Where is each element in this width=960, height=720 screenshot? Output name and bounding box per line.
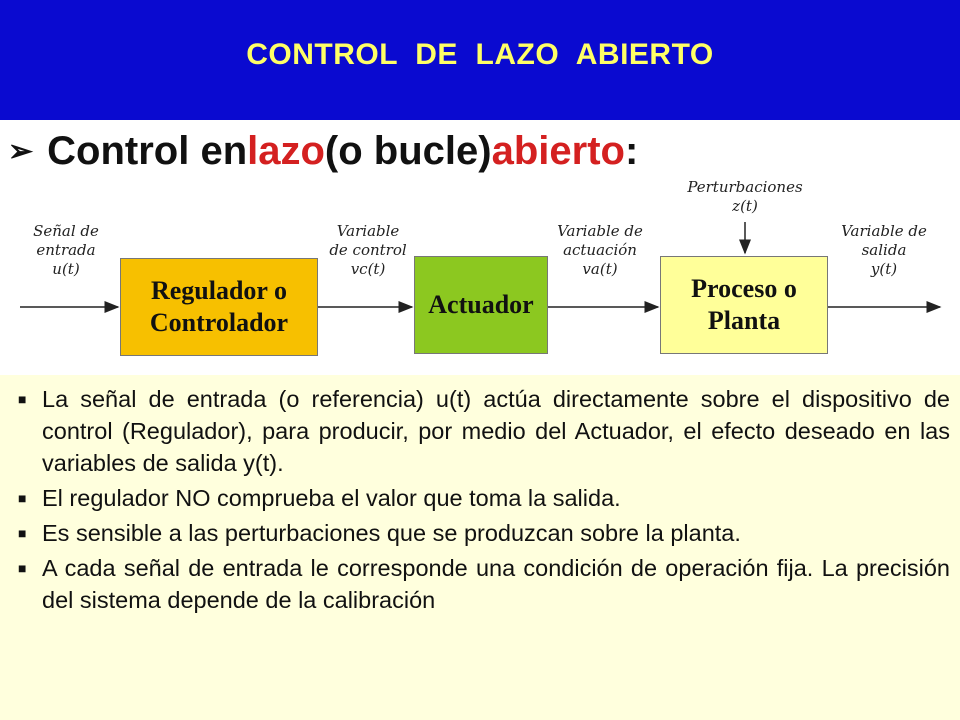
heading-text-2: lazo bbox=[247, 128, 325, 173]
square-bullet-icon: ■ bbox=[18, 391, 27, 407]
input-signal-label: Señal de entrada u(t) bbox=[33, 222, 99, 278]
slide-title: CONTROL DE LAZO ABIERTO bbox=[246, 38, 714, 71]
heading-text-5: : bbox=[624, 128, 639, 173]
heading-text-3: (o bucle) bbox=[324, 128, 492, 173]
square-bullet-icon: ■ bbox=[18, 560, 27, 576]
bullet-item: ■ El regulador NO comprueba el valor que toma la salida. bbox=[10, 482, 950, 514]
regulator-block: Regulador o Controlador bbox=[120, 258, 318, 356]
disturbance-label: Perturbaciones z(t) bbox=[687, 178, 803, 215]
bullet-item: ■ A cada señal de entrada le corresponde una condición de operación fija. La precisión del sistema depende de la calibración bbox=[10, 552, 950, 616]
arrow-bullet-icon: ➢ bbox=[8, 134, 34, 168]
square-bullet-icon: ■ bbox=[18, 490, 27, 506]
actuation-variable-label: Variable de actuación va(t) bbox=[557, 222, 643, 278]
output-variable-label: Variable de salida y(t) bbox=[841, 222, 927, 278]
control-variable-label: Variable de control vc(t) bbox=[329, 222, 407, 278]
heading-text-1: Control en bbox=[47, 128, 248, 173]
process-block: Proceso o Planta bbox=[660, 256, 828, 354]
heading-text-4: abierto bbox=[491, 128, 625, 173]
square-bullet-icon: ■ bbox=[18, 525, 27, 541]
bullet-item: ■ Es sensible a las perturbaciones que se produzcan sobre la planta. bbox=[10, 517, 950, 549]
actuator-block: Actuador bbox=[414, 256, 548, 354]
bullet-item: ■ La señal de entrada (o referencia) u(t) actúa directamente sobre el dispositivo de control (Regulador), para producir, por medio del Actuador, el efecto deseado en las variables de salida y(t). bbox=[10, 383, 950, 479]
bullet-list bbox=[10, 383, 950, 619]
